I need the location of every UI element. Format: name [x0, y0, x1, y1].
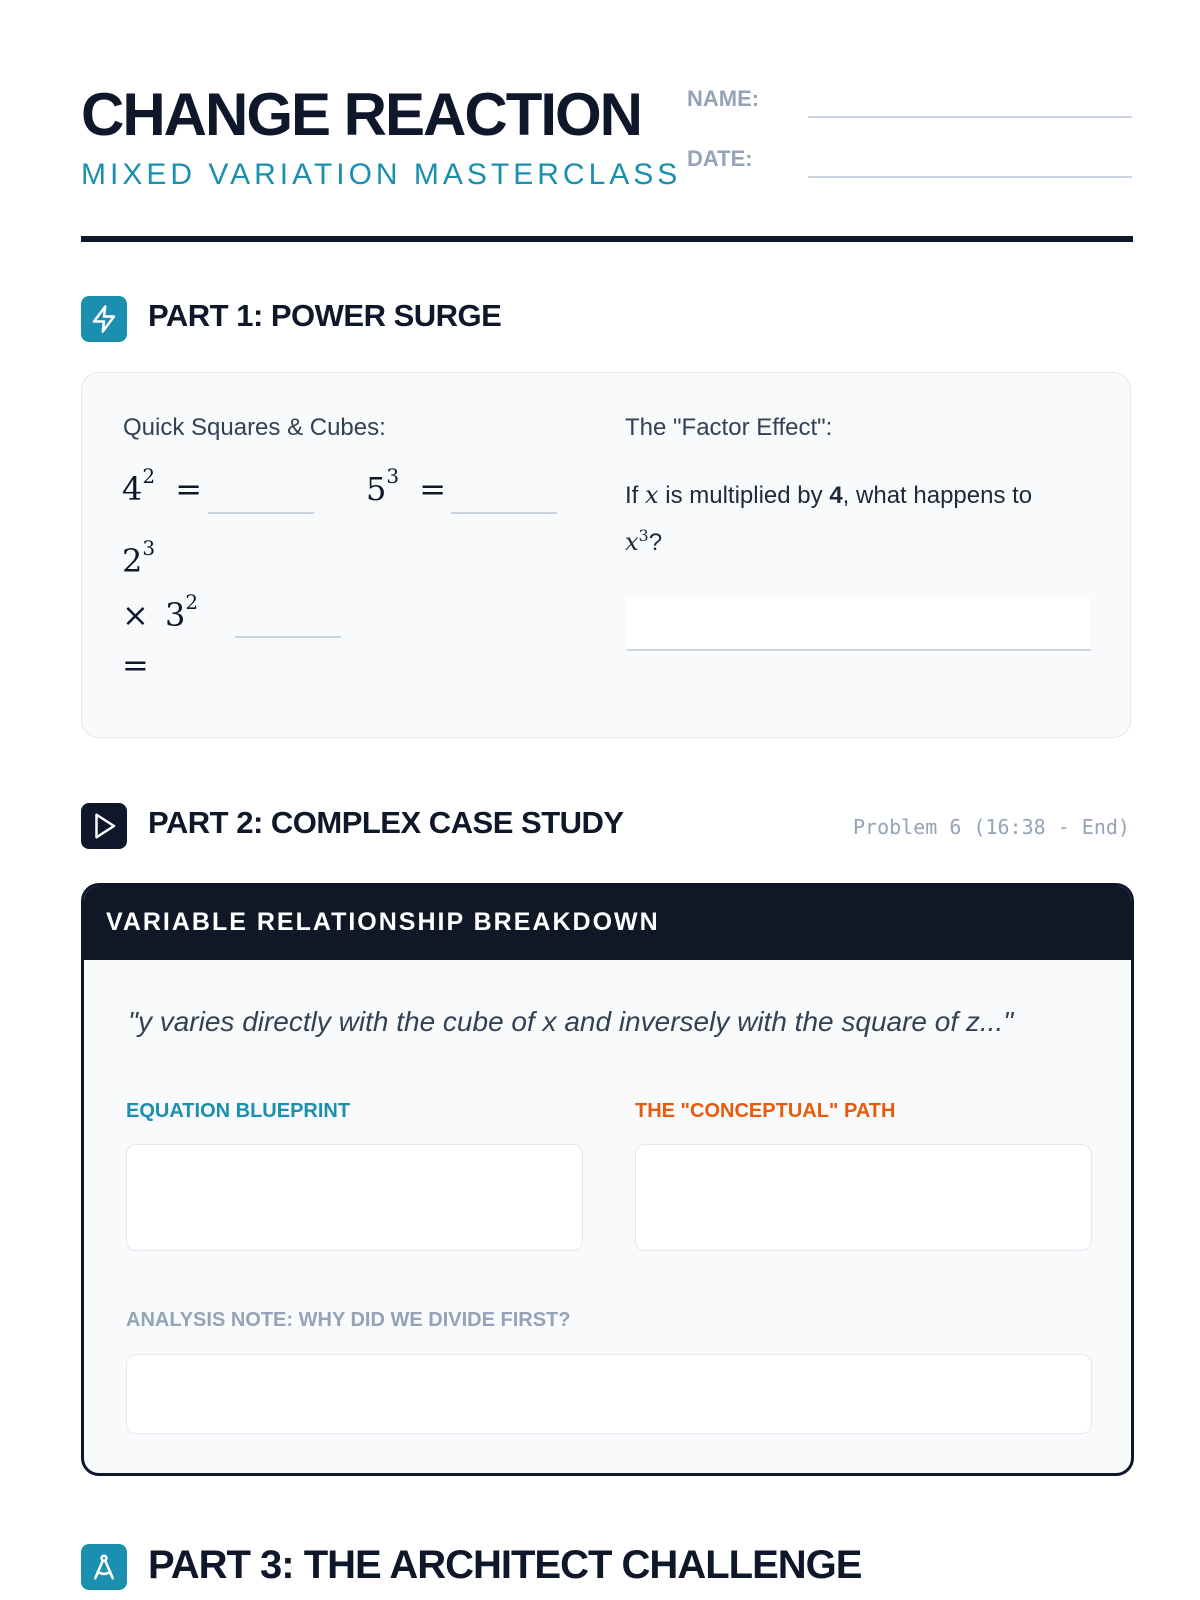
worksheet-title: CHANGE REACTION: [81, 81, 642, 148]
video-timestamp: Problem 6 (16:38 - End): [853, 815, 1130, 839]
conceptual-path-field[interactable]: [635, 1144, 1092, 1251]
part2-title: PART 2: COMPLEX CASE STUDY: [148, 805, 624, 840]
case-study-card-header: [84, 886, 1131, 960]
drafting-compass-icon: [81, 1544, 127, 1590]
date-label: DATE:: [687, 146, 753, 171]
factor-question-line1: If x is multiplied by 4, what happens to: [625, 481, 1033, 509]
name-field[interactable]: [808, 116, 1132, 118]
header-divider: [81, 236, 1133, 242]
equation-blueprint-label: EQUATION BLUEPRINT: [126, 1100, 351, 1122]
play-icon: [81, 803, 127, 849]
part1-title: PART 1: POWER SURGE: [148, 298, 502, 333]
lightning-icon: [81, 296, 127, 342]
factor-question-line2: $x^3$?: [625, 526, 663, 556]
date-field[interactable]: [808, 176, 1132, 178]
answer-blank-2[interactable]: [451, 512, 557, 514]
analysis-note-field[interactable]: [126, 1354, 1092, 1434]
answer-blank-1[interactable]: [208, 512, 314, 514]
name-label: NAME:: [687, 86, 760, 111]
case-study-card-title: VARIABLE RELATIONSHIP BREAKDOWN: [106, 908, 660, 936]
worksheet-subtitle: MIXED VARIATION MASTERCLASS: [81, 158, 682, 191]
problem-combo-line2: × $3^2$: [122, 590, 199, 634]
part3-title: PART 3: THE ARCHITECT CHALLENGE: [148, 1543, 862, 1587]
problem-combo-line1: $2^3$: [122, 536, 156, 580]
problem-statement-quote: "y varies directly with the cube of x and inversely with the square of z...": [128, 1006, 1014, 1037]
conceptual-path-label: THE "CONCEPTUAL" PATH: [635, 1100, 896, 1122]
answer-blank-3[interactable]: [235, 636, 341, 638]
worksheet-header: [81, 80, 1133, 240]
factor-effect-label: The "Factor Effect":: [625, 414, 833, 441]
quick-squares-label: Quick Squares & Cubes:: [123, 414, 386, 441]
factor-answer-field[interactable]: [627, 597, 1091, 651]
problem-4-squared: $4^2$ =: [122, 464, 203, 508]
equation-blueprint-field[interactable]: [126, 1144, 583, 1251]
case-study-card: [81, 883, 1134, 1476]
problem-5-cubed: $5^3$ =: [366, 464, 447, 508]
analysis-note-label: ANALYSIS NOTE: WHY DID WE DIVIDE FIRST?: [126, 1309, 571, 1331]
problem-combo-line3: =: [122, 646, 149, 684]
